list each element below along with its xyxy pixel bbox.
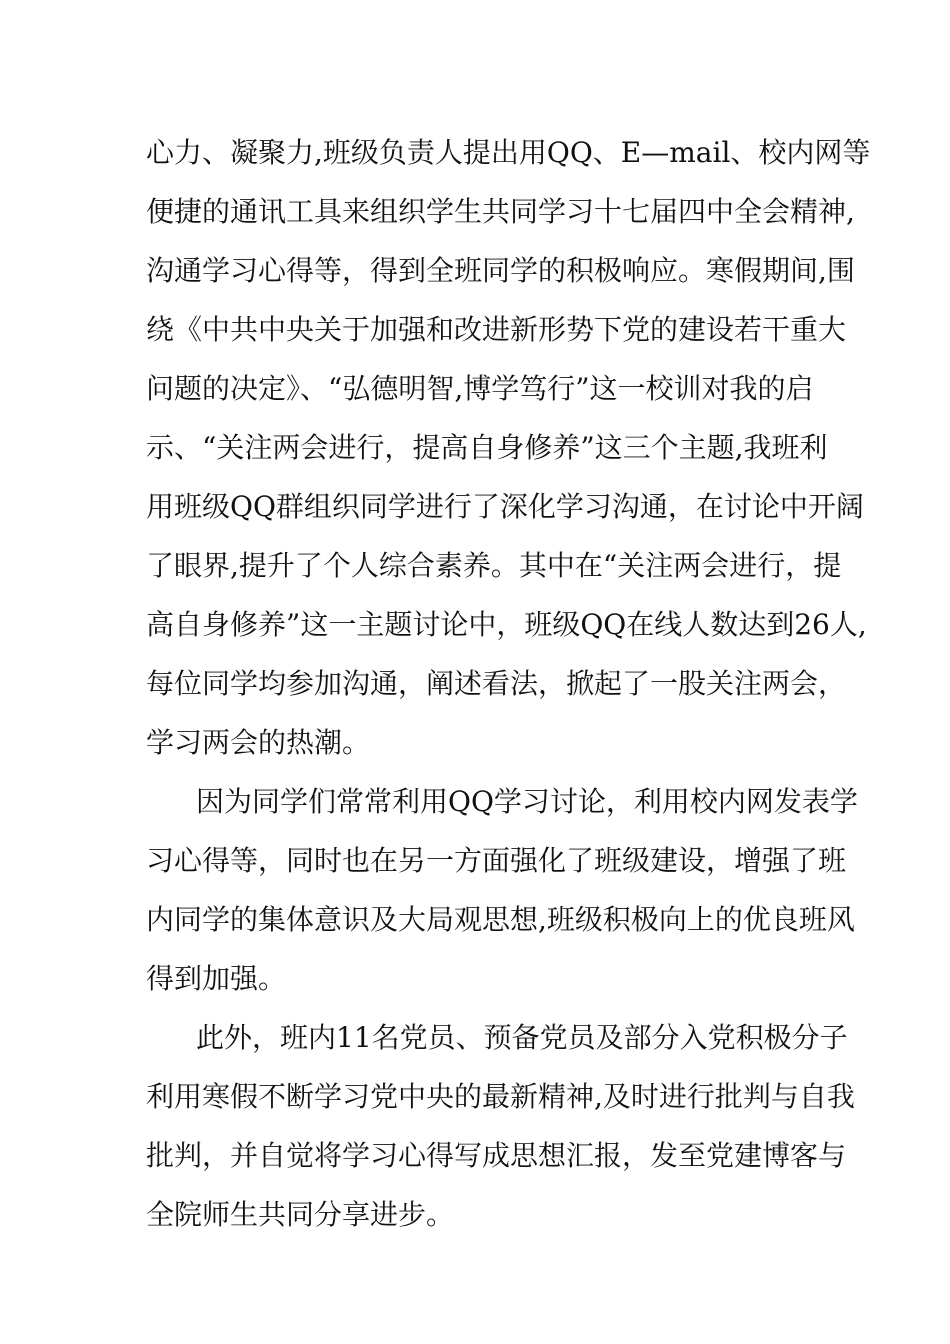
text-line: 了眼界,提升了个人综合素养。其中在“关注两会进行，提 — [146, 549, 842, 582]
text-line: 内同学的集体意识及大局观思想,班级积极向上的优良班风 — [146, 903, 855, 936]
text-line: 问题的决定》、“弘德明智,博学笃行”这一校训对我的启 — [146, 372, 814, 405]
text-line: 每位同学均参加沟通，阐述看法，掀起了一股关注两会， — [146, 667, 847, 700]
text-line: 心力、凝聚力,班级负责人提出用QQ、E—mail、校内网等 — [146, 136, 871, 169]
text-line: 此外，班内11名党员、预备党员及部分入党积极分子 — [196, 1021, 848, 1054]
text-line: 批判，并自觉将学习心得写成思想汇报，发至党建博客与 — [146, 1139, 847, 1172]
text-line: 用班级QQ群组织同学进行了深化学习沟通，在讨论中开阔 — [146, 490, 864, 523]
text-line: 利用寒假不断学习党中央的最新精神,及时进行批判与自我 — [146, 1080, 855, 1113]
text-line: 便捷的通讯工具来组织学生共同学习十七届四中全会精神, — [146, 195, 855, 228]
text-line: 学习两会的热潮。 — [146, 726, 371, 759]
text-line: 绕《中共中央关于加强和改进新形势下党的建设若干重大 — [146, 313, 847, 346]
text-line: 因为同学们常常利用QQ学习讨论，利用校内网发表学 — [196, 785, 858, 818]
text-line: 习心得等，同时也在另一方面强化了班级建设，增强了班 — [146, 844, 847, 877]
text-line: 沟通学习心得等，得到全班同学的积极响应。寒假期间,围 — [146, 254, 855, 287]
text-line: 高自身修养”这一主题讨论中，班级QQ在线人数达到26人, — [146, 608, 867, 641]
text-line: 得到加强。 — [146, 962, 287, 995]
text-line: 全院师生共同分享进步。 — [146, 1198, 455, 1231]
text-line: 示、“关注两会进行，提高自身修养”这三个主题,我班利 — [146, 431, 828, 464]
